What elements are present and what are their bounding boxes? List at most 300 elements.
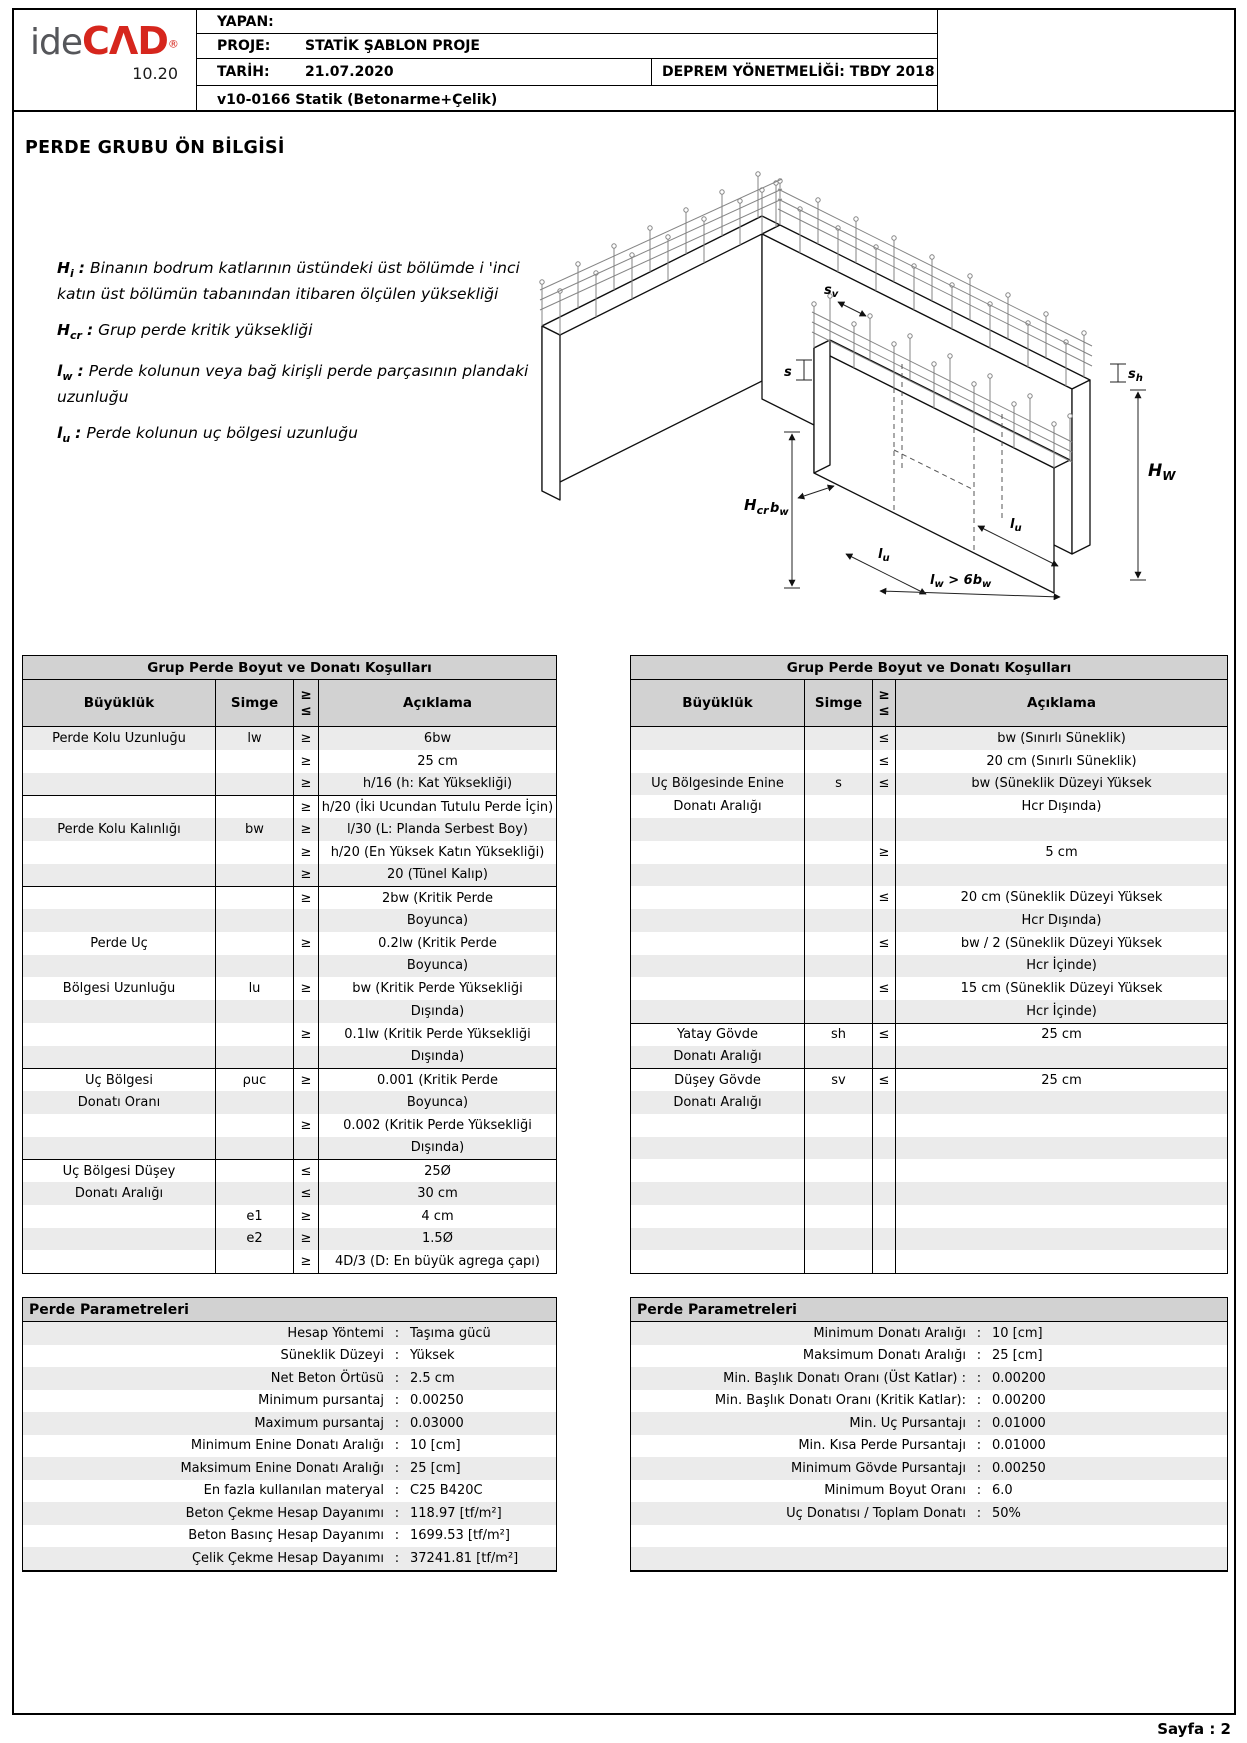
cell-aciklama — [896, 864, 1227, 887]
table-row — [631, 1182, 1227, 1205]
parameter-value: 37241.81 [tf/m²] — [410, 1550, 519, 1566]
cell-operator: ≤ — [873, 1024, 896, 1046]
cell-operator: ≥ — [294, 796, 319, 818]
cell-simge — [805, 886, 873, 909]
cell-simge: ρuc — [216, 1069, 294, 1091]
cell-buyukluk: Perde Kolu Uzunluğu — [23, 727, 216, 750]
cell-simge — [216, 796, 294, 818]
parameter-label: Minimum Donatı Aralığı — [813, 1325, 966, 1341]
cell-aciklama — [896, 1046, 1227, 1069]
cell-simge: sv — [805, 1069, 873, 1091]
header-row-version — [197, 86, 937, 114]
cell-buyukluk — [631, 955, 805, 978]
cell-aciklama — [896, 1114, 1227, 1137]
cell-aciklama: Hcr İçinde) — [1026, 958, 1097, 974]
cell-simge — [805, 1205, 873, 1228]
cell-simge — [216, 1023, 294, 1046]
table-row — [23, 795, 556, 818]
tarih-cell — [197, 59, 651, 85]
cell-aciklama: 4D/3 (D: En büyük agrega çapı) — [334, 1254, 540, 1270]
table-row — [23, 1250, 556, 1273]
cell-buyukluk — [23, 887, 216, 909]
table-row — [23, 1205, 556, 1228]
table-row — [631, 932, 1227, 955]
cell-operator — [294, 909, 319, 932]
cell-aciklama: 1.5Ø — [422, 1231, 453, 1247]
parameter-value: 10 [cm] — [410, 1438, 461, 1454]
table-row — [23, 1091, 556, 1114]
cell-aciklama: 0.002 (Kritik Perde Yüksekliği — [343, 1117, 532, 1133]
cell-buyukluk — [23, 773, 216, 796]
cell-aciklama: Dışında) — [410, 1140, 465, 1156]
cell-aciklama — [896, 818, 1227, 841]
parameter-label: Min. Başlık Donatı Oranı (Üst Katlar) : — [723, 1370, 966, 1386]
table-row — [631, 1091, 1227, 1114]
table-row — [23, 773, 556, 796]
parameter-label: Beton Çekme Hesap Dayanımı — [185, 1505, 384, 1521]
table-header-row — [23, 680, 556, 727]
table-row — [631, 818, 1227, 841]
cell-buyukluk — [631, 750, 805, 773]
parameter-row — [631, 1435, 1227, 1458]
logo-wordmark — [30, 19, 188, 63]
table-row — [23, 886, 556, 909]
column-header-aciklama: Açıklama — [403, 695, 472, 711]
cell-buyukluk — [23, 909, 216, 932]
cell-aciklama: Hcr İçinde) — [1026, 1003, 1097, 1019]
cell-operator: ≤ — [873, 886, 896, 909]
parameter-colon: : — [976, 1505, 982, 1521]
logo-ide-text: ide — [30, 22, 83, 63]
cell-operator — [873, 1114, 896, 1137]
parameter-label: Süneklik Düzeyi — [280, 1348, 384, 1364]
cell-operator: ≥ — [294, 750, 319, 773]
right-parameters-table — [630, 1297, 1228, 1572]
parameter-row — [631, 1322, 1227, 1345]
column-header-buyukluk: Büyüklük — [631, 680, 805, 726]
cell-simge — [216, 1250, 294, 1273]
parameter-colon: : — [394, 1550, 400, 1566]
cell-simge: e1 — [216, 1205, 294, 1228]
cell-buyukluk — [23, 1250, 216, 1273]
parameter-row — [631, 1412, 1227, 1435]
cell-buyukluk: Perde Kolu Kalınlığı — [23, 818, 216, 841]
cell-buyukluk — [631, 1137, 805, 1160]
cell-simge: e2 — [216, 1228, 294, 1251]
cell-aciklama: Dışında) — [410, 1003, 465, 1019]
cell-buyukluk — [23, 750, 216, 773]
cell-aciklama — [896, 1250, 1227, 1273]
table-row — [23, 1228, 556, 1251]
cell-operator: ≥ — [294, 818, 319, 841]
parameter-colon: : — [394, 1348, 400, 1364]
cell-operator: ≥ — [294, 1114, 319, 1137]
cell-operator — [294, 955, 319, 978]
parameter-row — [631, 1457, 1227, 1480]
cell-operator: ≥ — [294, 841, 319, 864]
cell-aciklama: 0.1lw (Kritik Perde Yüksekliği — [344, 1026, 531, 1042]
cell-buyukluk: Donatı Aralığı — [631, 795, 805, 818]
cell-aciklama: 15 cm (Süneklik Düzeyi Yüksek — [960, 981, 1163, 997]
cell-buyukluk: Donatı Aralığı — [631, 1091, 805, 1114]
cell-buyukluk — [23, 1023, 216, 1046]
cell-operator: ≤ — [294, 1182, 319, 1205]
cell-buyukluk — [631, 1000, 805, 1023]
cell-simge — [805, 1000, 873, 1023]
cell-simge — [216, 1137, 294, 1160]
cell-operator — [873, 1137, 896, 1160]
cell-operator — [873, 864, 896, 887]
cell-buyukluk: Uç Bölgesinde Enine — [631, 773, 805, 796]
parameter-value: 25 [cm] — [992, 1348, 1043, 1364]
cell-simge — [805, 1228, 873, 1251]
definition-item: $l_w$ : Perde kolunun veya bağ kirişli perde parçasının plandaki uzunluğu — [57, 362, 529, 407]
cell-simge — [805, 932, 873, 955]
cell-operator: ≥ — [873, 841, 896, 864]
cell-buyukluk — [631, 1159, 805, 1182]
parameter-colon: : — [976, 1415, 982, 1431]
parameter-row — [631, 1502, 1227, 1525]
cell-buyukluk — [631, 909, 805, 932]
column-header-aciklama: Açıklama — [1027, 695, 1096, 711]
cell-operator: ≥ — [294, 1250, 319, 1273]
table-row — [23, 909, 556, 932]
table-row — [631, 1137, 1227, 1160]
parameter-row — [23, 1390, 556, 1413]
cell-operator: ≤ — [873, 977, 896, 1000]
parameter-row — [23, 1345, 556, 1368]
cell-aciklama — [896, 1137, 1227, 1160]
parameter-value: 118.97 [tf/m²] — [410, 1505, 502, 1521]
parameter-colon: : — [976, 1483, 982, 1499]
header-row-proje — [197, 34, 937, 59]
parameter-value: 0.01000 — [992, 1415, 1046, 1431]
idecad-logo — [14, 10, 197, 110]
parameter-value: 50% — [992, 1505, 1021, 1521]
parameter-row — [631, 1480, 1227, 1503]
column-header-simge: Simge — [805, 680, 873, 726]
cell-operator: ≥ — [294, 1228, 319, 1251]
cell-buyukluk: Uç Bölgesi Düşey — [23, 1160, 216, 1182]
parameter-value: 0.00250 — [992, 1460, 1046, 1476]
cell-simge — [805, 977, 873, 1000]
cell-aciklama: 2bw (Kritik Perde — [382, 890, 493, 906]
bw-thickness-label: $b_w$ — [770, 501, 789, 518]
parameter-row — [631, 1367, 1227, 1390]
cell-buyukluk: Donatı Aralığı — [631, 1046, 805, 1069]
cell-simge — [805, 1159, 873, 1182]
cell-operator: ≥ — [294, 977, 319, 1000]
parameter-label: Minimum Enine Donatı Aralığı — [190, 1438, 384, 1454]
table-row — [631, 727, 1227, 750]
tarih-label: TARİH: — [217, 64, 270, 80]
parameter-colon: : — [394, 1460, 400, 1476]
cell-simge — [216, 750, 294, 773]
table-row — [23, 818, 556, 841]
definition-text: Perde kolunun veya bağ kirişli perde parçasının plandaki uzunluğu — [57, 362, 529, 407]
cell-buyukluk — [23, 796, 216, 818]
parameter-value: Yüksek — [410, 1348, 455, 1364]
cell-aciklama: bw (Sınırlı Süneklik) — [997, 730, 1126, 746]
parameter-label: Maksimum Enine Donatı Aralığı — [180, 1460, 384, 1476]
cell-simge — [805, 1137, 873, 1160]
cell-simge — [216, 1046, 294, 1069]
cell-simge: lu — [216, 977, 294, 1000]
cell-operator — [873, 1250, 896, 1273]
table-row — [23, 955, 556, 978]
parameter-colon: : — [394, 1528, 400, 1544]
parameter-label: Min. Uç Pursantajı — [849, 1415, 966, 1431]
cell-operator: ≤ — [873, 932, 896, 955]
table-row — [23, 1068, 556, 1091]
definition-text: Perde kolunun uç bölgesi uzunluğu — [86, 424, 358, 443]
table-row — [23, 1046, 556, 1069]
table-title: Perde Parametreleri — [23, 1298, 556, 1322]
cell-aciklama: 20 (Tünel Kalıp) — [387, 867, 488, 883]
parameter-row — [631, 1547, 1227, 1570]
page-number: Sayfa : 2 — [1157, 1720, 1231, 1738]
table-title: Perde Parametreleri — [631, 1298, 1227, 1322]
cell-aciklama: 5 cm — [1045, 844, 1078, 860]
cell-buyukluk — [23, 1205, 216, 1228]
parameter-label: Hesap Yöntemi — [287, 1325, 384, 1341]
parameter-label: Uç Donatısı / Toplam Donatı — [786, 1505, 966, 1521]
cell-buyukluk: Donatı Oranı — [23, 1091, 216, 1114]
cell-simge — [805, 1091, 873, 1114]
header-info-block — [197, 10, 937, 110]
definition-term: $l_w$ — [57, 362, 73, 384]
parameter-label: Çelik Çekme Hesap Dayanımı — [191, 1550, 384, 1566]
hw-height-label: $H_W$ — [1148, 461, 1176, 483]
column-header-buyukluk: Büyüklük — [23, 680, 216, 726]
parameter-colon: : — [976, 1370, 982, 1386]
cell-buyukluk: Perde Uç — [23, 932, 216, 955]
parameter-colon: : — [976, 1325, 982, 1341]
parameter-label: Minimum Boyut Oranı — [824, 1483, 966, 1499]
table-header-row — [631, 680, 1227, 727]
deprem-text: DEPREM YÖNETMELİĞİ: TBDY 2018 — [662, 64, 935, 80]
cell-aciklama — [896, 1091, 1227, 1114]
parameter-value: 10 [cm] — [992, 1325, 1043, 1341]
cell-simge — [216, 955, 294, 978]
parameter-row — [23, 1367, 556, 1390]
cell-simge — [216, 909, 294, 932]
parameter-value: 25 [cm] — [410, 1460, 461, 1476]
cell-aciklama: Hcr Dışında) — [1021, 799, 1102, 815]
cell-aciklama: 20 cm (Sınırlı Süneklik) — [986, 753, 1137, 769]
cell-operator — [873, 955, 896, 978]
proje-label: PROJE: — [217, 38, 271, 54]
report-header — [12, 8, 1236, 112]
parameter-colon: : — [976, 1348, 982, 1364]
cell-simge — [805, 1046, 873, 1069]
parameter-label: En fazla kullanılan materyal — [203, 1483, 384, 1499]
cell-aciklama: 0.2lw (Kritik Perde — [378, 935, 497, 951]
cell-simge — [805, 1250, 873, 1273]
cell-buyukluk — [631, 1228, 805, 1251]
table-row — [23, 1023, 556, 1046]
cell-simge — [805, 955, 873, 978]
cell-buyukluk — [631, 932, 805, 955]
cell-operator — [873, 1046, 896, 1069]
parameter-row — [23, 1547, 556, 1570]
left-parameters-table — [22, 1297, 557, 1572]
cell-aciklama: 20 cm (Süneklik Düzeyi Yüksek — [960, 890, 1163, 906]
cell-simge: lw — [216, 727, 294, 750]
table-row — [631, 1000, 1227, 1023]
cell-buyukluk — [631, 1114, 805, 1137]
cell-buyukluk — [23, 955, 216, 978]
parameter-label: Minimum Gövde Pursantajı — [791, 1460, 966, 1476]
cell-simge — [216, 773, 294, 796]
cell-buyukluk — [23, 1114, 216, 1137]
shear-wall-diagram — [530, 160, 1247, 600]
parameter-row — [631, 1390, 1227, 1413]
cell-operator: ≤ — [873, 773, 896, 796]
cell-aciklama: Hcr Dışında) — [1021, 912, 1102, 928]
table-row — [23, 932, 556, 955]
cell-aciklama — [896, 1182, 1227, 1205]
s-spacing-label: s — [784, 365, 792, 380]
parameter-colon: : — [394, 1483, 400, 1499]
parameter-colon: : — [976, 1393, 982, 1409]
parameter-label: Net Beton Örtüsü — [270, 1370, 384, 1386]
cell-buyukluk: Bölgesi Uzunluğu — [23, 977, 216, 1000]
cell-simge — [805, 909, 873, 932]
definitions-list — [57, 258, 535, 464]
parameter-row — [23, 1480, 556, 1503]
parameter-row — [631, 1345, 1227, 1368]
cell-operator — [294, 1137, 319, 1160]
cell-simge — [216, 864, 294, 887]
cell-simge — [216, 1114, 294, 1137]
table-row — [631, 1228, 1227, 1251]
cell-buyukluk — [23, 841, 216, 864]
parameter-colon: : — [976, 1460, 982, 1476]
parameter-value: 2.5 cm — [410, 1370, 455, 1386]
cell-aciklama: 25 cm — [1041, 1072, 1082, 1088]
cell-simge — [805, 818, 873, 841]
parameter-value: Taşıma gücü — [410, 1325, 491, 1341]
cell-buyukluk — [23, 1000, 216, 1023]
table-row — [631, 795, 1227, 818]
table-row — [631, 886, 1227, 909]
column-header-simge: Simge — [216, 680, 294, 726]
cell-operator — [873, 795, 896, 818]
parameter-label: Min. Başlık Donatı Oranı (Kritik Katlar): — [714, 1393, 966, 1409]
cell-aciklama — [896, 1159, 1227, 1182]
cell-aciklama: 30 cm — [417, 1185, 458, 1201]
cell-simge — [805, 1182, 873, 1205]
cell-buyukluk — [631, 727, 805, 750]
cell-aciklama: 25 cm — [1041, 1027, 1082, 1043]
cell-aciklama: bw / 2 (Süneklik Düzeyi Yüksek — [960, 935, 1163, 951]
logo-version: 10.20 — [132, 64, 178, 83]
table-row — [23, 977, 556, 1000]
parameter-label: Maksimum Donatı Aralığı — [802, 1348, 966, 1364]
cell-operator: ≤ — [873, 727, 896, 750]
cell-simge — [216, 1182, 294, 1205]
header-empty-cell — [937, 10, 1234, 110]
table-row — [631, 750, 1227, 773]
cell-operator — [873, 1000, 896, 1023]
parameter-value: 0.01000 — [992, 1438, 1046, 1454]
yapan-label: YAPAN: — [217, 13, 274, 30]
table-row — [631, 1046, 1227, 1069]
definition-text: Grup perde kritik yüksekliği — [98, 321, 313, 340]
parameter-value: 0.00200 — [992, 1370, 1046, 1386]
parameter-colon: : — [394, 1393, 400, 1409]
table-row — [631, 1114, 1227, 1137]
table-row — [23, 1000, 556, 1023]
cell-simge — [805, 841, 873, 864]
cell-operator: ≥ — [294, 864, 319, 887]
cell-aciklama: h/16 (h: Kat Yüksekliği) — [362, 776, 513, 792]
cell-simge — [805, 1114, 873, 1137]
parameter-row — [631, 1525, 1227, 1548]
cell-aciklama: Boyunca) — [406, 912, 469, 928]
parameter-row — [23, 1502, 556, 1525]
cell-buyukluk: Uç Bölgesi — [23, 1069, 216, 1091]
parameter-colon: : — [394, 1325, 400, 1341]
registered-mark-icon: ® — [167, 37, 179, 51]
table-row — [23, 1137, 556, 1160]
table-row — [631, 1205, 1227, 1228]
cell-aciklama — [896, 1205, 1227, 1228]
table-row — [23, 727, 556, 750]
parameter-row — [23, 1322, 556, 1345]
cell-operator — [873, 1205, 896, 1228]
cell-buyukluk — [23, 1046, 216, 1069]
cell-simge: sh — [805, 1024, 873, 1046]
table-row — [23, 1182, 556, 1205]
cell-operator — [294, 1046, 319, 1069]
cell-buyukluk: Donatı Aralığı — [23, 1182, 216, 1205]
left-conditions-table — [22, 655, 557, 1274]
cell-aciklama: 25 cm — [417, 753, 458, 769]
definition-item: $H_i$ : Binanın bodrum katlarının üstündeki üst bölümde i 'inci katın üst bölümün tabanından itibaren ölçülen yüksekliği — [57, 259, 520, 304]
tarih-value: 21.07.2020 — [305, 64, 394, 80]
deprem-cell — [651, 59, 937, 85]
table-title: Grup Perde Boyut ve Donatı Koşulları — [23, 656, 556, 680]
cell-operator — [873, 818, 896, 841]
cell-operator — [873, 1091, 896, 1114]
software-version-line: v10-0166 Statik (Betonarme+Çelik) — [217, 92, 498, 108]
table-row — [631, 864, 1227, 887]
hcr-height-label: $H_{cr}$ — [744, 496, 769, 517]
cell-operator: ≤ — [294, 1160, 319, 1182]
table-row — [631, 841, 1227, 864]
column-header-operator: ≥ ≤ — [873, 680, 896, 726]
cell-aciklama: 0.001 (Kritik Perde — [376, 1072, 498, 1088]
cell-aciklama: Dışında) — [410, 1049, 465, 1065]
definition-term: $l_u$ — [57, 424, 71, 446]
proje-value: STATİK ŞABLON PROJE — [305, 38, 480, 54]
table-row — [23, 841, 556, 864]
parameter-label: Min. Kısa Perde Pursantajı — [798, 1438, 966, 1454]
cell-simge: s — [805, 773, 873, 796]
cell-aciklama — [896, 1228, 1227, 1251]
definition-text: Binanın bodrum katlarının üstündeki üst bölümde i 'inci katın üst bölümün tabanından itibaren ölçülen yüksekliği — [57, 259, 520, 304]
cell-operator — [873, 1182, 896, 1205]
cell-operator: ≤ — [873, 1069, 896, 1091]
parameter-colon: : — [394, 1438, 400, 1454]
parameter-value: 6.0 — [992, 1483, 1013, 1499]
header-row-tarih — [197, 59, 937, 86]
cell-simge — [216, 841, 294, 864]
table-row — [631, 1250, 1227, 1273]
cell-aciklama: 4 cm — [421, 1208, 454, 1224]
